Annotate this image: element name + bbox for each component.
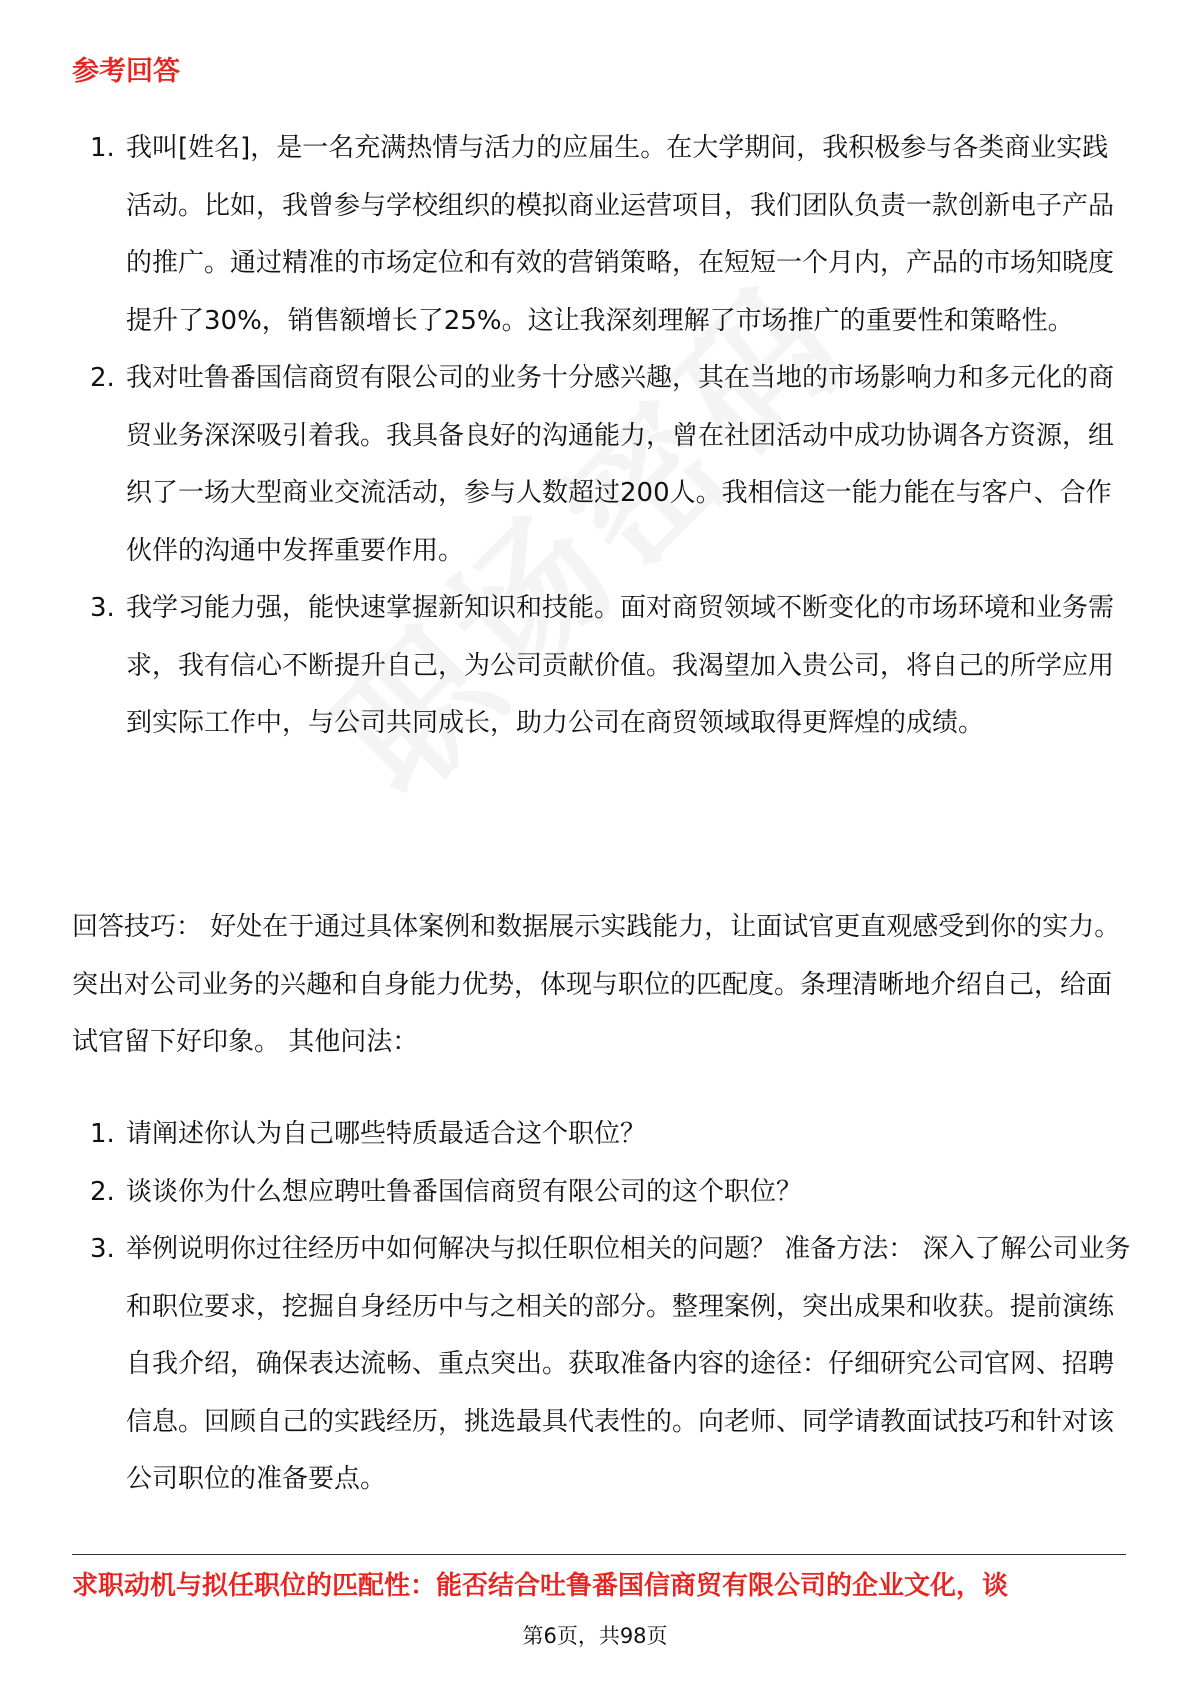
answer-text: 我对吐鲁番国信商贸有限公司的业务十分感兴趣，其在当地的市场影响力和多元化的商贸业务深深吸引着我。我具备良好的沟通能力，曾在社团活动中成功协调各方资源，组织了一场大型商业交流活动，参与人数超过200人。我相信这一能力能在与客户、合作伙伴的沟通中发挥重要作用。 (126, 363, 1115, 566)
alt-question-list (72, 1106, 1132, 1509)
answer-tips: 回答技巧： 好处在于通过具体案例和数据展示实践能力，让面试官更直观感受到你的实力。突出对公司业务的兴趣和自身能力优势，体现与职位的匹配度。条理清晰地介绍自己，给面试官留下好印象。 其他问法： (72, 912, 1121, 1057)
section-title: 参考回答 (72, 56, 180, 87)
answer-number: 1. (90, 133, 115, 163)
answer-text: 我学习能力强，能快速掌握新知识和技能。面对商贸领域不断变化的市场环境和业务需求，我有信心不断提升自己，为公司贡献价值。我渴望加入贵公司，将自己的所学应用到实际工作中，与公司共同成长，助力公司在商贸领域取得更辉煌的成绩。 (126, 593, 1115, 738)
answer-item (72, 350, 1132, 580)
alt-question-text: 谈谈你为什么想应聘吐鲁番国信商贸有限公司的这个职位？ (126, 1176, 803, 1207)
alt-question-number: 3. (90, 1234, 115, 1264)
answer-item (72, 120, 1132, 350)
alt-question-text: 举例说明你过往经历中如何解决与拟任职位相关的问题？ 准备方法： 深入了解公司业务和职位要求，挖掘自身经历中与之相关的部分。整理案例，突出成果和收获。提前演练自我介绍，确保表达流畅、重点突出。获取准备内容的途径：仔细研究公司官网、招聘信息。回顾自己的实践经历，挑选最具代表性的。向老师、同学请教面试技巧和针对该公司职位的准备要点。 (126, 1234, 1131, 1494)
alt-question-text: 请阐述你认为自己哪些特质最适合这个职位？ (126, 1119, 647, 1149)
alt-question-item (72, 1164, 1132, 1222)
page-number: 第6页，共98页 (522, 1624, 668, 1648)
next-section-heading: 求职动机与拟任职位的匹配性：能否结合吐鲁番国信商贸有限公司的企业文化，谈 (72, 1571, 1009, 1601)
answer-list (72, 120, 1132, 753)
answer-number: 3. (90, 593, 115, 623)
alt-question-number: 1. (90, 1119, 115, 1149)
alt-question-number: 2. (90, 1176, 115, 1207)
answer-item (72, 580, 1132, 753)
section-divider (72, 1554, 1126, 1555)
answer-number: 2. (90, 363, 115, 393)
alt-question-item (72, 1106, 1132, 1164)
answer-text: 我叫[姓名]，是一名充满热情与活力的应届生。在大学期间，我积极参与各类商业实践活动。比如，我曾参与学校组织的模拟商业运营项目，我们团队负责一款创新电子产品的推广。通过精准的市场定位和有效的营销策略，在短短一个月内，产品的市场知晓度提升了30%，销售额增长了25%。这让我深刻理解了市场推广的重要性和策略性。 (126, 133, 1115, 336)
alt-question-item (72, 1221, 1132, 1509)
